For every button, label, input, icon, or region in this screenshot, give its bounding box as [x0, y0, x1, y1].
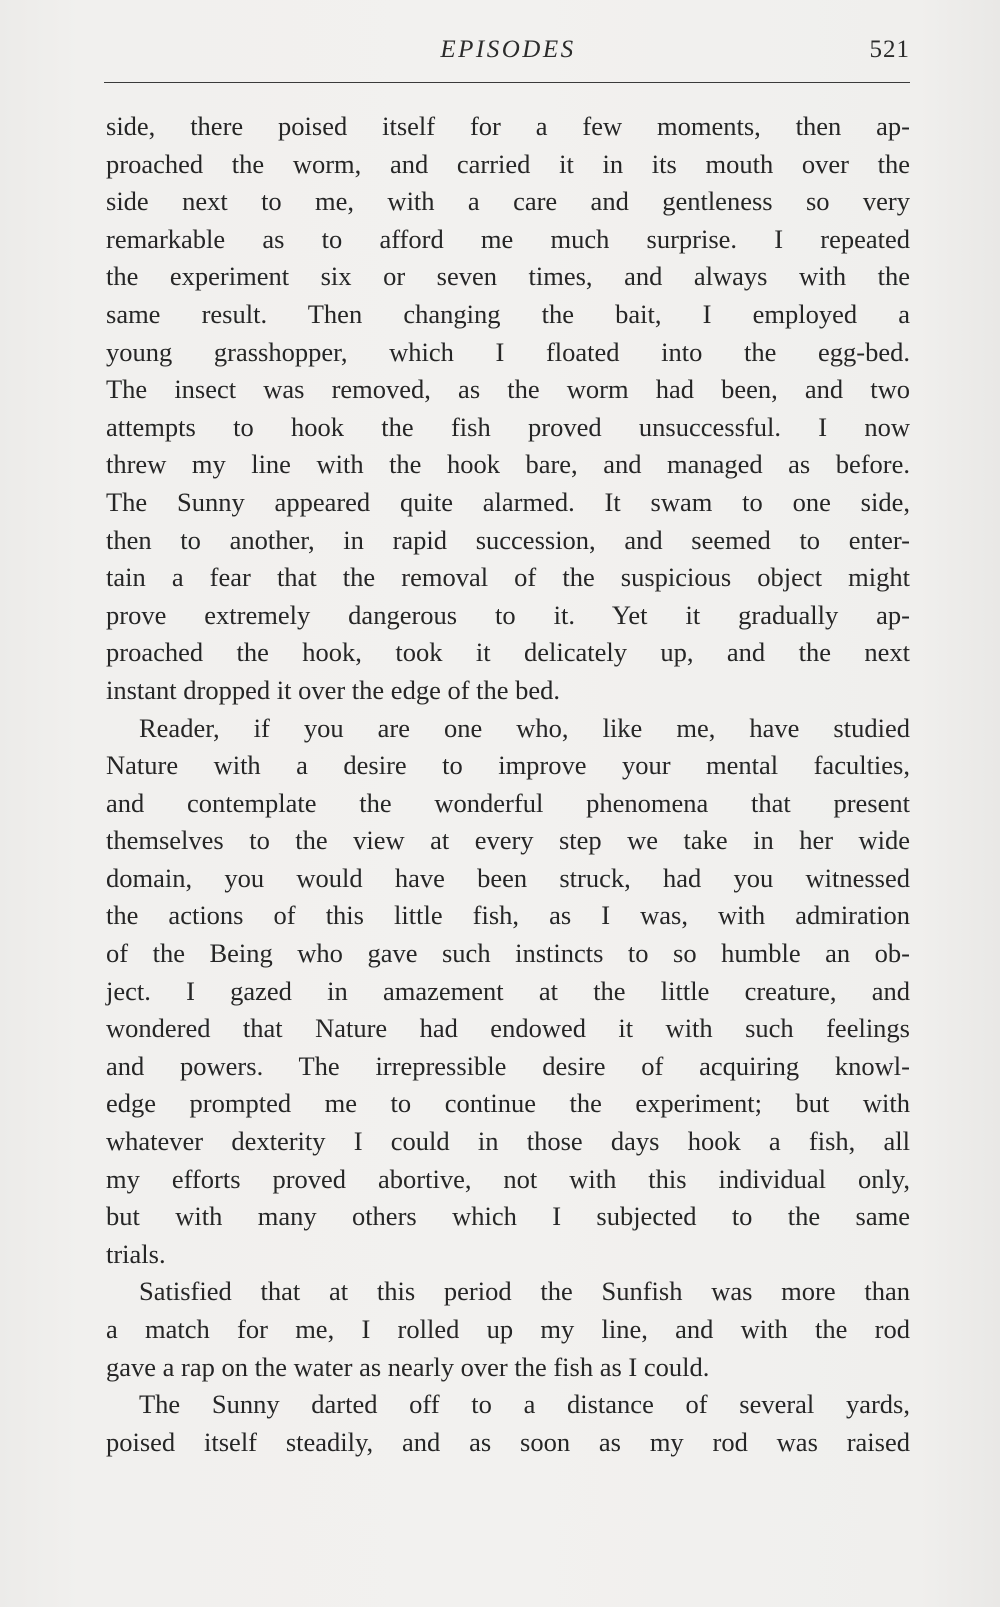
text-line: ject. I gazed in amazement at the little creature, and	[106, 975, 910, 1006]
text-line: remarkable as to afford me much surprise. I repeated	[106, 223, 910, 254]
paragraph-last-line: gave a rap on the water as nearly over the fish as I could.	[106, 1351, 710, 1382]
paragraph-first-line: Satisfied that at this period the Sunfish was more than	[139, 1276, 910, 1307]
text-line: the actions of this little fish, as I was, with admiration	[106, 900, 910, 931]
text-line: prove extremely dangerous to it. Yet it gradually ap-	[106, 599, 910, 630]
text-line: The Sunny appeared quite alarmed. It swam to one side,	[106, 486, 910, 517]
text-line: domain, you would have been struck, had you witnessed	[106, 862, 910, 893]
text-line: whatever dexterity I could in those days hook a fish, all	[106, 1126, 910, 1157]
text-line: the experiment six or seven times, and always with the	[106, 261, 910, 292]
text-line: then to another, in rapid succession, and seemed to enter-	[106, 524, 910, 555]
text-line: Nature with a desire to improve your mental faculties,	[106, 750, 910, 781]
running-head	[106, 36, 910, 70]
text-line: proached the worm, and carried it in its mouth over the	[106, 148, 910, 179]
text-line: a match for me, I rolled up my line, and with the rod	[106, 1314, 910, 1344]
header-rule	[104, 82, 910, 83]
text-line: tain a fear that the removal of the suspicious object might	[106, 562, 910, 593]
page-number: 521	[869, 36, 910, 63]
text-line: side next to me, with a care and gentleness so very	[106, 186, 910, 217]
text-line: of the Being who gave such instincts to so humble an ob-	[106, 938, 910, 969]
text-line: edge prompted me to continue the experiment; but with	[106, 1088, 910, 1119]
text-line: attempts to hook the fish proved unsuccessful. I now	[106, 411, 910, 442]
text-line: poised itself steadily, and as soon as my rod was raised	[106, 1426, 910, 1457]
text-line: side, there poised itself for a few moments, then ap-	[106, 111, 910, 141]
text-line: The insect was removed, as the worm had been, and two	[106, 374, 910, 405]
text-line: wondered that Nature had endowed it with such feelings	[106, 1013, 910, 1044]
text-line: and powers. The irrepressible desire of acquiring knowl-	[106, 1050, 910, 1081]
paragraph-first-line: Reader, if you are one who, like me, have studied	[139, 712, 910, 743]
text-line: but with many others which I subjected to the same	[106, 1201, 910, 1232]
body-text	[106, 108, 910, 1461]
text-line: and contemplate the wonderful phenomena that present	[106, 787, 910, 818]
running-title: EPISODES	[440, 36, 576, 63]
text-line: themselves to the view at every step we take in her wide	[106, 825, 910, 856]
text-line: same result. Then changing the bait, I employed a	[106, 298, 910, 329]
text-line: young grasshopper, which I floated into the egg-bed.	[106, 336, 910, 367]
paragraph-last-line: instant dropped it over the edge of the bed.	[106, 674, 561, 705]
paragraph-last-line: trials.	[106, 1238, 166, 1269]
text-line: proached the hook, took it delicately up, and the next	[106, 637, 910, 668]
paragraph-first-line: The Sunny darted off to a distance of several yards,	[139, 1389, 910, 1420]
text-line: my efforts proved abortive, not with this individual only,	[106, 1163, 910, 1194]
text-line: threw my line with the hook bare, and managed as before.	[106, 449, 910, 480]
